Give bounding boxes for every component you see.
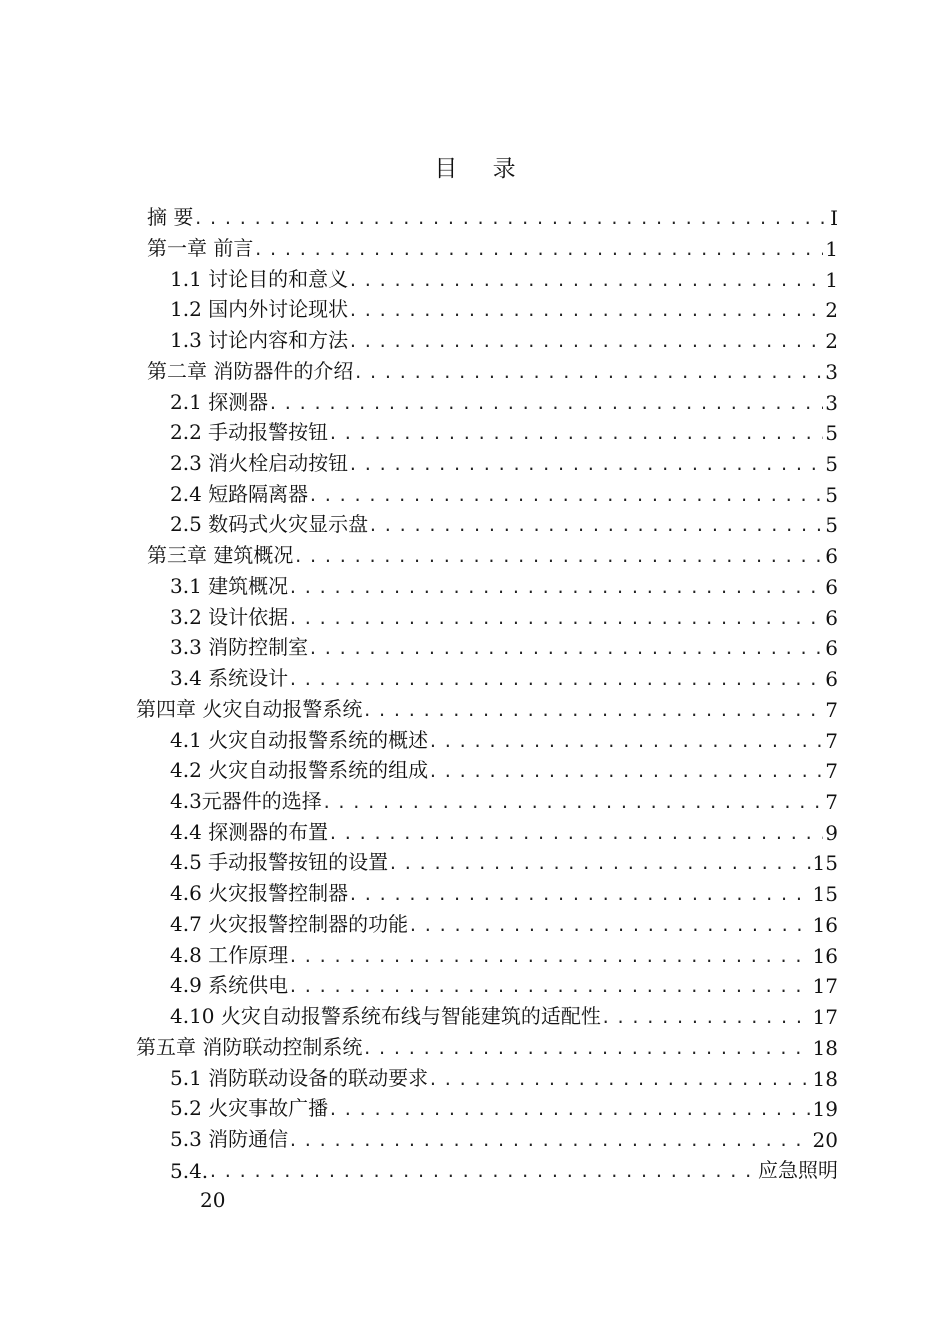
toc-entry[interactable] xyxy=(147,354,838,384)
toc-entry-page: 6 xyxy=(825,575,838,599)
toc-entry-page: 18 xyxy=(812,1067,838,1091)
toc-entry-page: 15 xyxy=(812,882,838,906)
leader-dots xyxy=(288,977,810,998)
toc-entry-label: 1.1 讨论目的和意义 xyxy=(170,267,349,291)
leader-dots xyxy=(362,1039,810,1060)
toc-entry[interactable] xyxy=(170,1061,838,1091)
toc-entry-label: 4.5 手动报警按钮的设置 xyxy=(170,850,389,874)
toc-entry[interactable] xyxy=(170,446,838,476)
toc-entry-label: 2.2 手动报警按钮 xyxy=(170,420,329,444)
toc-entry-label: 4.10 火灾自动报警系统布线与智能建筑的适配性 xyxy=(170,1004,601,1028)
toc-entry-label: 2.1 探测器 xyxy=(170,390,269,414)
toc-entry-page: 5 xyxy=(825,513,838,537)
toc-entry-label: 3.4 系统设计 xyxy=(170,666,289,690)
toc-entry[interactable] xyxy=(170,292,838,322)
toc-entry-label: 4.6 火灾报警控制器 xyxy=(170,881,349,905)
toc-entry[interactable] xyxy=(170,815,838,845)
toc-entry-page: 9 xyxy=(825,821,838,845)
toc-entry-label: 5.3 消防通信 xyxy=(170,1127,289,1151)
toc-entry[interactable] xyxy=(170,262,838,292)
toc-entry[interactable] xyxy=(170,323,838,353)
leader-dots xyxy=(288,670,823,691)
toc-entry-label: 3.3 消防控制室 xyxy=(170,635,309,659)
toc-entry-label: 5.4. xyxy=(170,1159,209,1183)
toc-entry[interactable] xyxy=(170,477,838,507)
toc-entry-page: 18 xyxy=(812,1036,838,1060)
toc-entry[interactable] xyxy=(170,753,838,783)
toc-entry-page: 6 xyxy=(825,667,838,691)
toc-entry[interactable] xyxy=(170,876,838,906)
toc-entry-page: I xyxy=(830,206,838,230)
toc-entry-label: 4.4 探测器的布置 xyxy=(170,820,329,844)
leader-dots xyxy=(428,762,823,783)
toc-entry-label: 5.1 消防联动设备的联动要求 xyxy=(170,1066,429,1090)
toc-entry[interactable] xyxy=(170,415,838,445)
toc-entry-label: 4.3元器件的选择 xyxy=(170,789,322,813)
toc-entry-page: 1 xyxy=(825,268,838,292)
leader-dots xyxy=(408,916,810,937)
leader-dots xyxy=(253,240,823,261)
toc-entry[interactable] xyxy=(170,600,838,630)
toc-entry-page: 3 xyxy=(825,391,838,415)
leader-dots xyxy=(288,609,823,630)
toc-entry-page: 应急照明 xyxy=(758,1158,838,1182)
toc-entry[interactable] xyxy=(170,507,838,537)
leader-dots xyxy=(308,486,823,507)
toc-entry-page: 7 xyxy=(825,698,838,722)
leader-dots xyxy=(208,1162,756,1183)
toc-entry-label: 1.3 讨论内容和方法 xyxy=(170,328,349,352)
toc-entry-page: 6 xyxy=(825,606,838,630)
toc-entry[interactable] xyxy=(170,1153,838,1183)
leader-dots xyxy=(348,455,823,476)
leader-dots xyxy=(328,824,823,845)
toc-entry[interactable] xyxy=(170,1091,838,1121)
toc-entry-label: 4.9 系统供电 xyxy=(170,973,289,997)
leader-dots xyxy=(288,1131,810,1152)
leader-dots xyxy=(362,701,823,722)
toc-entry-label: 2.3 消火栓启动按钮 xyxy=(170,451,349,475)
toc-entry-label: 2.4 短路隔离器 xyxy=(170,482,309,506)
leader-dots xyxy=(268,394,823,415)
toc-entry-page: 15 xyxy=(812,851,838,875)
toc-entry[interactable] xyxy=(136,692,838,722)
leader-dots xyxy=(348,301,823,322)
toc-entry[interactable] xyxy=(170,630,838,660)
toc-entry-page: 20 xyxy=(812,1128,838,1152)
toc-entry-label: 4.7 火灾报警控制器的功能 xyxy=(170,912,409,936)
toc-entry[interactable] xyxy=(147,538,838,568)
leader-dots xyxy=(288,578,823,599)
toc-entry-label: 3.2 设计依据 xyxy=(170,605,289,629)
toc-entry-page: 2 xyxy=(825,329,838,353)
toc-entry[interactable] xyxy=(170,661,838,691)
toc-entry[interactable] xyxy=(136,1030,838,1060)
toc-entry-label: 第一章 前言 xyxy=(147,236,254,260)
leader-dots xyxy=(193,209,828,230)
toc-entry[interactable] xyxy=(170,1122,838,1152)
toc-entry[interactable] xyxy=(170,999,838,1029)
toc-entry-page: 19 xyxy=(812,1097,838,1121)
toc-entry[interactable] xyxy=(170,907,838,937)
leader-dots xyxy=(601,1008,811,1029)
toc-entry-label: 1.2 国内外讨论现状 xyxy=(170,297,349,321)
toc-entry[interactable] xyxy=(170,385,838,415)
toc-entry-page: 1 xyxy=(825,237,838,261)
toc-entry-label: 4.1 火灾自动报警系统的概述 xyxy=(170,728,429,752)
toc-entry-page: 6 xyxy=(825,544,838,568)
leader-dots xyxy=(388,854,810,875)
toc-entry[interactable] xyxy=(147,200,838,230)
leader-dots xyxy=(353,363,823,384)
toc-entry-page: 7 xyxy=(825,759,838,783)
toc-entry-label: 5.2 火灾事故广播 xyxy=(170,1096,329,1120)
toc-entry-label: 第三章 建筑概况 xyxy=(147,543,294,567)
toc-entry-page: 5 xyxy=(825,421,838,445)
toc-entry-page: 5 xyxy=(825,452,838,476)
toc-entry-page: 16 xyxy=(812,913,838,937)
toc-entry[interactable] xyxy=(170,845,838,875)
toc-entry[interactable] xyxy=(170,723,838,753)
leader-dots xyxy=(308,639,823,660)
toc-entry-label: 3.1 建筑概况 xyxy=(170,574,289,598)
leader-dots xyxy=(428,732,823,753)
toc-entry-page: 7 xyxy=(825,790,838,814)
overflow-page-number: 20 xyxy=(200,1188,226,1212)
leader-dots xyxy=(348,885,810,906)
toc-entry-page: 3 xyxy=(825,360,838,384)
toc-entry-label: 第二章 消防器件的介绍 xyxy=(147,359,354,383)
toc-entry-page: 17 xyxy=(812,974,838,998)
leader-dots xyxy=(328,1100,810,1121)
leader-dots xyxy=(428,1070,810,1091)
leader-dots xyxy=(322,793,823,814)
toc-entry-page: 16 xyxy=(812,944,838,968)
toc-title: 目 录 xyxy=(434,156,530,182)
toc-entry-label: 第四章 火灾自动报警系统 xyxy=(136,697,363,721)
toc-entry-label: 4.2 火灾自动报警系统的组成 xyxy=(170,758,429,782)
toc-entry-label: 摘 要 xyxy=(147,205,194,229)
toc-entry[interactable] xyxy=(170,784,838,814)
toc-entry-page: 7 xyxy=(825,729,838,753)
toc-entry-page: 2 xyxy=(825,298,838,322)
leader-dots xyxy=(368,516,823,537)
toc-entry[interactable] xyxy=(170,938,838,968)
toc-entry[interactable] xyxy=(170,968,838,998)
leader-dots xyxy=(288,947,810,968)
toc-entry-label: 第五章 消防联动控制系统 xyxy=(136,1035,363,1059)
toc-entry[interactable] xyxy=(170,569,838,599)
toc-entry-page: 17 xyxy=(812,1005,838,1029)
leader-dots xyxy=(348,332,823,353)
toc-entry[interactable] xyxy=(147,231,838,261)
toc-entry-page: 5 xyxy=(825,483,838,507)
leader-dots xyxy=(293,547,823,568)
toc-entry-label: 4.8 工作原理 xyxy=(170,943,289,967)
toc-entry-label: 2.5 数码式火灾显示盘 xyxy=(170,512,369,536)
leader-dots xyxy=(348,271,823,292)
toc-entry-page: 6 xyxy=(825,636,838,660)
leader-dots xyxy=(328,424,823,445)
